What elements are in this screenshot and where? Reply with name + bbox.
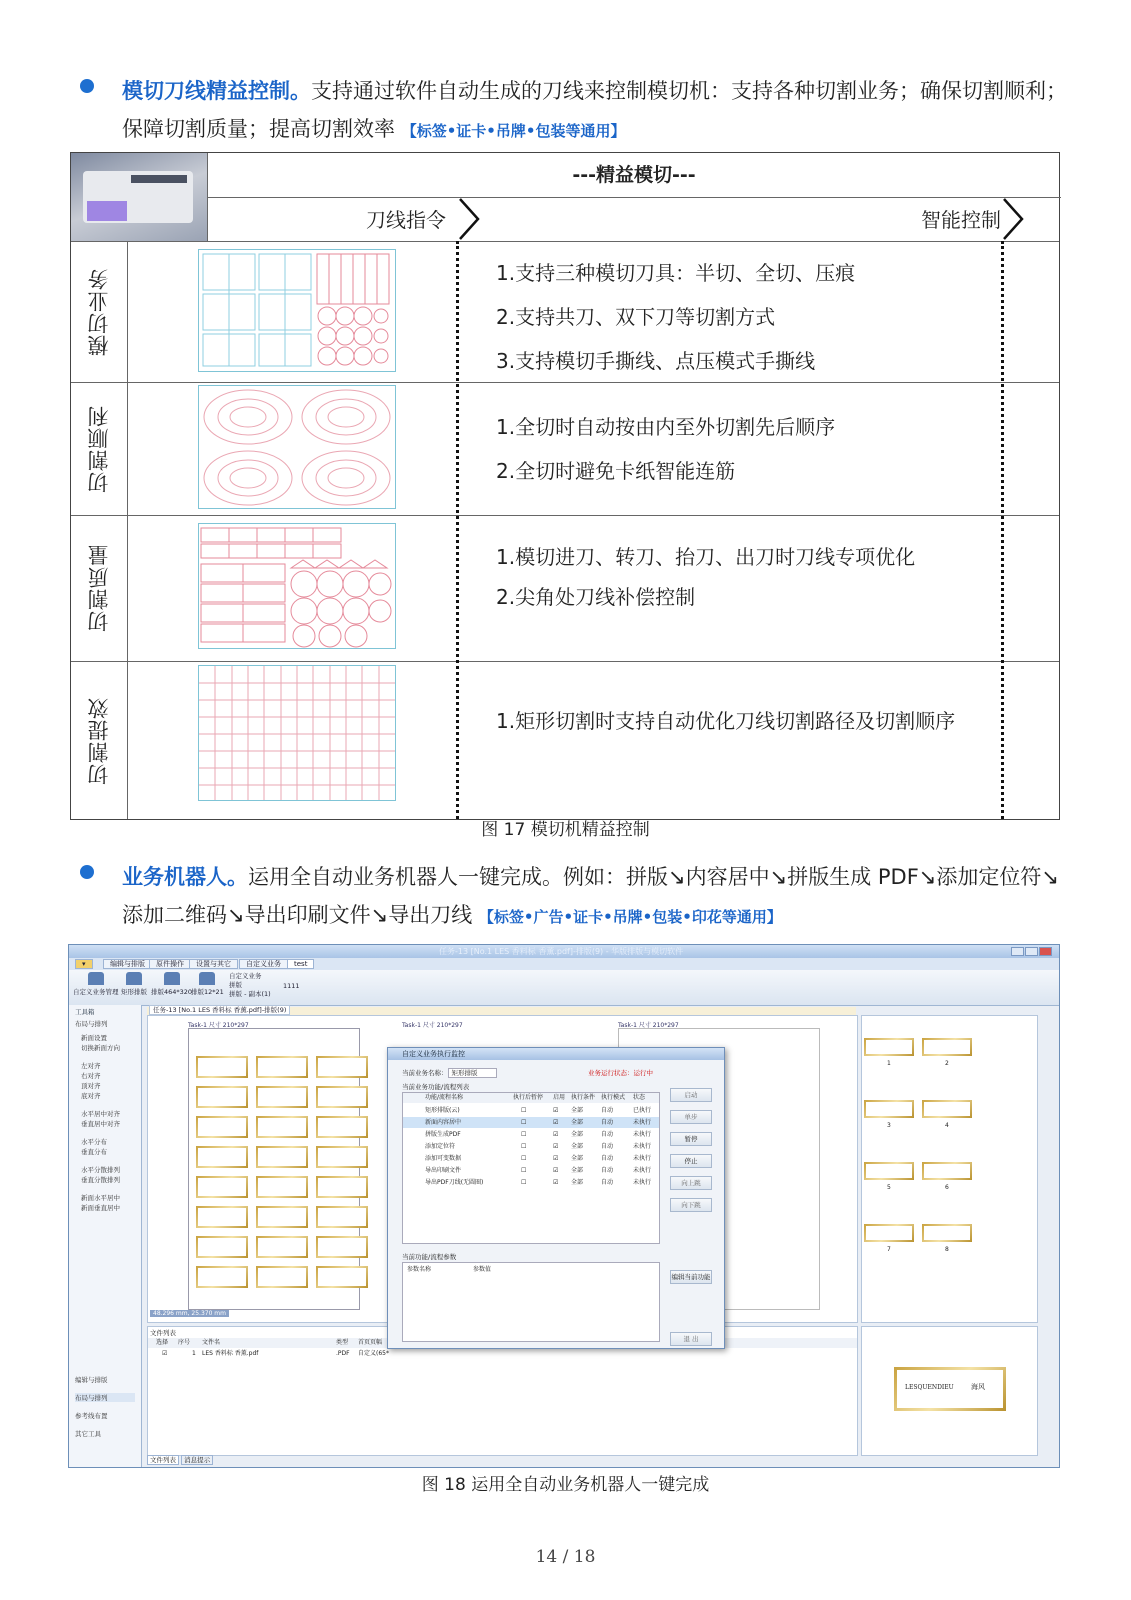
move-up-button[interactable]: 向上跳 bbox=[670, 1176, 712, 1190]
section1-highlight: 模切刀线精益控制。 bbox=[122, 79, 311, 103]
fig17-header-title: ---精益模切--- bbox=[572, 164, 696, 186]
thumbnail-number: 6 bbox=[945, 1184, 949, 1191]
row-label: 模切业务 bbox=[87, 267, 111, 356]
tab[interactable]: 编辑与排版 bbox=[103, 959, 152, 969]
thumbnail[interactable] bbox=[864, 1038, 914, 1056]
thumbnail[interactable] bbox=[864, 1100, 914, 1118]
thumbnail[interactable] bbox=[922, 1100, 972, 1118]
chevron-right-icon bbox=[1002, 197, 1024, 241]
ribbon-small-item[interactable]: 拼版 - 副本(1) bbox=[229, 990, 271, 998]
thumbnail-number: 2 bbox=[945, 1060, 949, 1067]
label-cell bbox=[256, 1266, 308, 1288]
thumbnail[interactable] bbox=[922, 1224, 972, 1242]
section1-paragraph bbox=[80, 72, 1070, 150]
label-cell bbox=[196, 1206, 248, 1228]
preview-text: 海风 bbox=[971, 1383, 985, 1391]
label-cell bbox=[256, 1206, 308, 1228]
tab[interactable]: 自定义业务 bbox=[239, 959, 288, 969]
pattern-mixed bbox=[198, 523, 396, 649]
tab[interactable]: 原件操作 bbox=[149, 959, 191, 969]
users-icon bbox=[164, 972, 180, 985]
ribbon-tabs bbox=[69, 958, 1059, 970]
process-row[interactable]: 导出PDF刀线(无圆圈) ☐ ☑ 全部 自动 未执行 bbox=[425, 1179, 652, 1186]
users-icon bbox=[199, 972, 215, 985]
process-row[interactable]: 拼版生成PDF ☐ ☑ 全部 自动 未执行 bbox=[425, 1131, 652, 1138]
stop-button[interactable]: 停止 bbox=[670, 1154, 712, 1168]
thumbnail-number: 8 bbox=[945, 1246, 949, 1253]
row-label: 切割质量 bbox=[87, 544, 111, 632]
business-state: 运行中 bbox=[633, 1069, 653, 1077]
ribbon-small-item[interactable]: 拼版 bbox=[229, 981, 242, 989]
pause-button[interactable]: 暂停 bbox=[670, 1132, 712, 1146]
process-list: 功能/流程名称 执行后暂停 启用 执行条件 执行模式 状态 矩形排版(云) ☐ ☑ 全部 自动 已执行 新面内容居中 ☐ ☑ 全部 自动 未执行 拼版生成PDF ☐ ☑ 全部 自动 未执行 添加定位符 ☐ ☑ 全部 自动 未执行 添加可变数据 ☐ ☑ 全部 自动 未执行 导出印刷文件 ☐ ☑ 全部 自动 未执行 导出PDF刀线(无圆圈) ☐ ☑ 全部 自动 未执行 bbox=[402, 1092, 660, 1244]
label-cell bbox=[316, 1176, 368, 1198]
pattern-box-cuts bbox=[198, 249, 396, 372]
edit-function-button[interactable]: 编辑当前功能 bbox=[670, 1270, 712, 1284]
maximize-button[interactable] bbox=[1025, 947, 1038, 956]
ribbon bbox=[69, 970, 1059, 1006]
label-cell bbox=[256, 1086, 308, 1108]
document-tab[interactable]: 任务-13 [No.1 LES 香料标 香薰.pdf]-排版(9) bbox=[149, 1005, 290, 1015]
section2-text: 运用全自动业务机器人一键完成。例如：拼版↘内容居中↘拼版生成 PDF↘添加定位符↘添加二维码↘导出印刷文件↘导出刀线 bbox=[122, 865, 1059, 927]
window-title: 任务-13 [No.1 LES 香料标 香薰.pdf]-排版(9) - 华版排版与模切软件 bbox=[439, 947, 684, 956]
business-name-field[interactable]: 矩形排版 bbox=[448, 1068, 497, 1078]
chevron-right-icon bbox=[458, 197, 480, 241]
label-cell bbox=[196, 1056, 248, 1078]
label-cell bbox=[196, 1176, 248, 1198]
toolbox-panel: 工具箱 布局与排列 新面设置 切换新面方向 左对齐 右对齐 顶对齐 底对齐 水平居中对齐 垂直居中对齐 水平分布 垂直分布 水平分散排列 垂直分散排列 新面水平居中 新面垂直居中 编辑与排版 布局与排列 参考线布置 其它工具 bbox=[69, 1005, 142, 1468]
row-label: 切割顺利 bbox=[87, 404, 111, 493]
page-number: 14 / 18 bbox=[535, 1547, 596, 1567]
ribbon-button[interactable]: 排版464*320 bbox=[151, 972, 192, 996]
section2-paragraph bbox=[80, 858, 1070, 936]
fig17-col-b: 智能控制 bbox=[921, 208, 1001, 232]
label-cell bbox=[256, 1176, 308, 1198]
bottom-tab[interactable]: 消息提示 bbox=[181, 1455, 213, 1465]
users-icon bbox=[126, 972, 142, 985]
thumbnail-number: 1 bbox=[887, 1060, 891, 1067]
label-cell bbox=[256, 1056, 308, 1078]
process-row[interactable]: 矩形排版(云) ☐ ☑ 全部 自动 已执行 bbox=[425, 1107, 652, 1114]
business-monitor-dialog: 自定义业务执行监控 当前业务名称： 矩形排版 业务运行状态：运行中 当前业务功能/流程列表 功能/流程名称 执行后暂停 启用 执行条件 执行模式 状态 矩形排版(云) ☐ ☑ 全部 自动 已执行 新面内容居中 ☐ ☑ 全部 自动 未执行 拼版生成PDF ☐ ☑ 全部 自动 未执行 添加定位符 ☐ ☑ 全部 自动 未执行 添加可变数据 ☐ ☑ 全部 自动 未执行 导出印刷文件 ☐ ☑ 全部 自动 未执行 导出PDF刀线(无圆圈) ☐ ☑ 全部 自动 未执行 当前功能/流程参数 参数名称 参数值 启动 单步 暂停 停止 向上跳 向下跳 编辑当前功能 退 出 bbox=[387, 1047, 725, 1349]
thumbnail-number: 5 bbox=[887, 1184, 891, 1191]
figure-18-screenshot bbox=[68, 944, 1060, 1468]
label-cell bbox=[316, 1086, 368, 1108]
checkbox[interactable]: ☑ bbox=[162, 1350, 168, 1357]
process-row[interactable]: 添加可变数据 ☐ ☑ 全部 自动 未执行 bbox=[425, 1155, 652, 1162]
section1-text: 支持通过软件自动生成的刀线来控制模切机：支持各种切割业务；确保切割顺利；保障切割质量；提高切割效率 bbox=[122, 79, 1067, 141]
status-coordinates: 48.296 mm, 25.370 mm bbox=[150, 1310, 229, 1317]
pattern-ovals bbox=[198, 385, 396, 509]
label-cell bbox=[256, 1146, 308, 1168]
ribbon-button[interactable]: 排版12*21 bbox=[191, 972, 224, 996]
close-button[interactable] bbox=[1039, 947, 1052, 956]
bullet-icon bbox=[80, 79, 94, 93]
figure-17-table: ---精益模切--- 刀线指令 智能控制 模切业务 1.支持三种模切刀具：半切、全切、压痕 2.支持共刀、双下刀等切割方式 3.支持模切手撕线、点压模式手撕线 切割顺利 1.全切时自动按由内至外切割先后顺序 2.全切时避免卡纸智能连筋 切割质量 1.模切进刀、转刀、抬刀、出刀时刀线专项优化 2.尖角处刀线补偿控制 切割提效 1.矩形切割时支持自动优化刀线切割路径及切割顺序 bbox=[70, 152, 1060, 820]
start-button[interactable]: 启动 bbox=[670, 1088, 712, 1102]
fig18-caption: 图 18 运用全自动业务机器人一键完成 bbox=[421, 1475, 710, 1495]
step-button[interactable]: 单步 bbox=[670, 1110, 712, 1124]
section2-tag: 【标签•广告•证卡•吊牌•包装•印花等通用】 bbox=[478, 908, 782, 926]
preview-brand: LESQUENDIEU bbox=[905, 1384, 954, 1391]
label-cell bbox=[316, 1056, 368, 1078]
move-down-button[interactable]: 向下跳 bbox=[670, 1198, 712, 1212]
fig17-col-a: 刀线指令 bbox=[366, 208, 446, 232]
label-cell bbox=[316, 1116, 368, 1138]
tab[interactable]: 设置与其它 bbox=[189, 959, 238, 969]
process-row[interactable]: 新面内容居中 ☐ ☑ 全部 自动 未执行 bbox=[403, 1117, 659, 1128]
tab[interactable]: test bbox=[287, 959, 314, 969]
label-cell bbox=[316, 1236, 368, 1258]
bottom-tab[interactable]: 文件列表 bbox=[147, 1455, 179, 1465]
thumbnail[interactable] bbox=[922, 1162, 972, 1180]
bullet-icon bbox=[80, 865, 94, 879]
label-preview bbox=[861, 1326, 1038, 1456]
thumbnail[interactable] bbox=[864, 1224, 914, 1242]
param-table: 参数名称 参数值 bbox=[402, 1262, 660, 1342]
label-cell bbox=[316, 1266, 368, 1288]
label-cell bbox=[316, 1146, 368, 1168]
section1-tag: 【标签•证卡•吊牌•包装等通用】 bbox=[401, 122, 626, 140]
row-label: 切割提效 bbox=[87, 697, 111, 785]
exit-button[interactable]: 退 出 bbox=[670, 1332, 712, 1346]
ribbon-button[interactable]: 矩形排版 bbox=[121, 972, 147, 996]
label-cell bbox=[316, 1206, 368, 1228]
pattern-grid bbox=[198, 665, 396, 801]
fig17-caption: 图 17 模切机精益控制 bbox=[481, 820, 650, 840]
ribbon-small-item[interactable]: 自定义业务 bbox=[229, 972, 262, 980]
ribbon-button[interactable]: 自定义业务管理 bbox=[73, 972, 119, 996]
minimize-button[interactable] bbox=[1011, 947, 1024, 956]
layout-canvas[interactable]: Task-1 尺寸 210*297 Task-1 尺寸 210*297 Task-1 尺寸 210*297 48.296 mm, 25.370 mm bbox=[147, 1015, 858, 1323]
label-cell bbox=[196, 1236, 248, 1258]
section2-highlight: 业务机器人。 bbox=[122, 865, 248, 889]
thumbnail-number: 7 bbox=[887, 1246, 891, 1253]
dialog-title: 自定义业务执行监控 bbox=[388, 1048, 724, 1060]
file-list: 文件列表 选择 序号 文件名 类型 首页页幅 ☑ 1 LES 香料标 香薰.pdf .PDF 自定义(65* bbox=[147, 1326, 858, 1456]
thumbnail[interactable] bbox=[922, 1038, 972, 1056]
process-row[interactable]: 导出印刷文件 ☐ ☑ 全部 自动 未执行 bbox=[425, 1167, 652, 1174]
label-cell bbox=[196, 1146, 248, 1168]
label-cell bbox=[256, 1236, 308, 1258]
die-cutter-photo bbox=[71, 153, 207, 241]
ribbon-small-item[interactable]: 1111 bbox=[283, 982, 300, 990]
thumbnail-panel bbox=[861, 1015, 1038, 1323]
label-cell bbox=[196, 1266, 248, 1288]
users-icon bbox=[88, 972, 104, 985]
app-menu-button[interactable]: ▾ bbox=[75, 959, 93, 969]
thumbnail-number: 4 bbox=[945, 1122, 949, 1129]
label-cell bbox=[256, 1116, 308, 1138]
thumbnail[interactable] bbox=[864, 1162, 914, 1180]
window-titlebar bbox=[69, 945, 1059, 958]
label-cell bbox=[196, 1116, 248, 1138]
table-row[interactable]: ☑ 1 LES 香料标 香薰.pdf .PDF 自定义(65* bbox=[162, 1350, 389, 1357]
label-cell bbox=[196, 1086, 248, 1108]
process-row[interactable]: 添加定位符 ☐ ☑ 全部 自动 未执行 bbox=[425, 1143, 652, 1150]
thumbnail-number: 3 bbox=[887, 1122, 891, 1129]
